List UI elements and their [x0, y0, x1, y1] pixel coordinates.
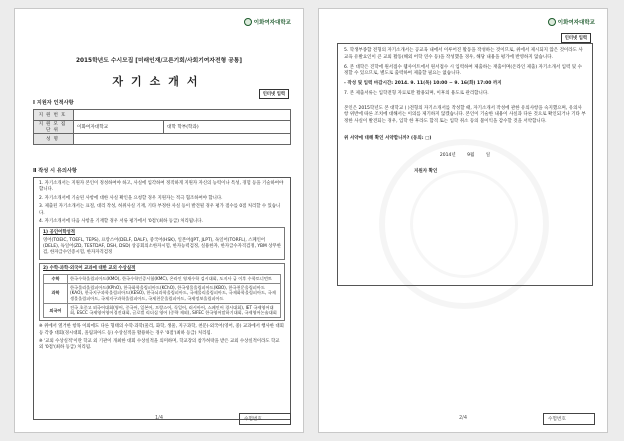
logo-text: 이화여자대학교: [253, 20, 291, 26]
note-item: 4. 자기소개서에 다음 사항을 기재할 경우 서류 평가에서 '0점'(최하 등급) 처리됩니다.: [39, 218, 203, 224]
applicant-number-label: 수험번호: [244, 417, 262, 422]
logo-text: 이화여자대학교: [557, 20, 595, 26]
table-cell-label: 지원번호: [34, 110, 74, 121]
notes-box: [33, 177, 291, 420]
table-row: [34, 134, 291, 145]
page-number: 1/4: [154, 415, 164, 421]
date-line: 2014년 9월 일: [439, 152, 491, 158]
subject-label: 과학: [44, 283, 68, 303]
note-item: - 작성 및 입력 마감시간: 2014. 9. 11(목) 10:00 ~ 9. 16(화) 17:00 까지: [344, 81, 502, 86]
table-row: [34, 121, 291, 134]
university-logo: [244, 18, 291, 26]
table-row: [44, 275, 281, 284]
language-tests-box: [39, 227, 285, 260]
university-logo: [548, 18, 595, 26]
document-page-1: [14, 8, 304, 433]
footer-note: ※ 위에서 열거한 항목 이외에도 다른 형태의 수학·과학(물리, 화학, 생물, 지구과학, 천문)·외국어(영어, 중) 교과에서 행사한 대회 등 각종 대회(경시대회, 올림피아드 등) 수상실적을 활용하는 경우 '0점'(최하 등급) 처리됨.: [39, 324, 284, 336]
unit-field[interactable]: 이화여자대학교: [74, 121, 164, 134]
applicant-number-field[interactable]: [74, 110, 291, 121]
internet-input-badge: 인터넷 입력: [259, 89, 289, 99]
notes-continued-box: [337, 43, 593, 286]
awards-title: 2) 수학·과학·외국어 교과에 대한 교외 수상실적: [43, 265, 136, 271]
awards-table: [43, 274, 281, 318]
applicant-number-box[interactable]: [239, 413, 291, 425]
applicant-info-table: [33, 109, 291, 145]
applicant-number-box[interactable]: [543, 413, 595, 425]
note-item: 3. 제출된 자기소개서는 표절, 대리 작성, 허위사실 기재, 기타 부정한 사실 등이 발견될 경우 평가 점수를 0점 처리할 수 있습니다.: [39, 204, 281, 216]
note-item: 5. 학생부종합 전형의 자기소개서는 공교육 내에서 이루어진 활동을 작성하는 것이므로, 위에서 제시되지 않은 것이라도 사교육 유발요인이 큰 교외 활동(해외 어학 연수 등)을 작성했을 경우, 해당 내용을 평가에 반영하지 않습니다.: [344, 48, 583, 60]
subject-text: 한국수학올림피아드(KMO), 한국수학인증시험(KMC), 온라인 영재수학 검시대회, 도지사 급 이후 수학토너먼트: [68, 275, 281, 284]
agreement-text: 본인은 2015학년도 본 대학교 ( )전형의 자기소개서를 작성할 때, 자기소개서 작성에 관한 유의사항을 숙지했으며, 유의사항 위반에 따른 조치에 대해서는 이의를 제기하지 않겠습니다. 본인이 기술한 내용이 사실과 다른 것으로 확인되거나 기타 부정한 사실이 발견되는 경우, 입학 한 후라도 합격 또는 입학 취소 등의 불이익을 감수할 것을 서약합니다.: [344, 105, 586, 124]
page-title: 자기소개서: [112, 75, 206, 88]
note-item: 7. 본 제출서류는 입학전형 자료로만 활용되며, 이후의 용도로 관리합니다.: [344, 90, 489, 96]
document-subtitle: 2015학년도 수시모집 [미래인재/고른기회/사회기여자전형 공통]: [75, 58, 243, 64]
applicant-signature-label: 지원자 확인: [414, 169, 438, 175]
section-applicant-info-title: Ⅰ 지원자 인적사항: [33, 100, 74, 106]
table-row: [34, 110, 291, 121]
section-notes-title: Ⅱ 작성 시 유의사항: [33, 168, 77, 174]
note-item: 2. 자기소개서에 기술된 사항에 대한 사실 확인을 요청할 경우 지원자는 적극 협조하여야 합니다.: [39, 195, 223, 201]
document-page-2: [318, 8, 608, 433]
language-tests-text: 영어(TOEIC, TOEFL, TEPS), 프랑스어(DELF, DALF), 중국어(HSK), 일본어(JPT, JLPT), 독일어(TORFL), 스페인어(DELE), 독일어(ZD, TESTDAF, DSH, DSD) 상공회의소한자시험, 한자능력검정, 실용한자, 한자급수자격검정, YBM 상무한검, 한자급수인증시험, 한자자격검정: [43, 237, 281, 256]
emblem-icon: [244, 18, 252, 26]
applicant-number-label: 수험번호: [548, 417, 566, 422]
emblem-icon: [548, 18, 556, 26]
subject-text: 전국 초중고 외국어대회(영어, 중국어, 일본어, 프랑스어, 독일어, 러시아어, 스페인어 경시대회), IET 국제영어대회, ESCC 국제영어영어경진대회, 글로벌 리더십 영어 (중략 제외), SIFEC 한국영어말하기대회, 국제영어논술대회: [68, 303, 281, 317]
note-item: 6. 본 대학은 진학에 원서접수 웹사이트에서 원서접수 시 입력하여 제출하는 재출이며(온라인 제출) 자기소개서 입력 및 수정할 수 있으므로, 별도로 출력하여 제출할 필요는 없습니다.: [344, 64, 582, 77]
subject-text: 한국물리올림피아드(KPhO), 한국화학올림피아드(KChO), 한국생물올림피아드(KBO), 한국천문올림피아드(KAO), 한국지구과학올림피아드(KESO), 한국뇌과학올림피아드, 국제물리올림피아드, 국제화학올림피아드, 국제생물올림피아드, 국제지구과학올림피아드, 국제천문올림피아드, 국제정보올림피아드: [68, 283, 281, 303]
table-cell-label: 지원모집단위: [34, 121, 74, 134]
table-row: [44, 303, 281, 317]
subject-label: 수학: [44, 275, 68, 284]
footer-note: ※ '교외 수상실적'이란 학교 외 기관이 개최한 대회 수상실적을 의미하며, 학교장의 참가허락을 받은 교외 수상실적이라도 학교 외 '0점'(최하 등급) 처리됨.: [39, 338, 280, 351]
language-tests-title: 1) 공인어학성적: [43, 230, 76, 236]
internet-input-badge: 인터넷 입력: [561, 33, 591, 43]
table-cell-label: 성명: [34, 134, 74, 145]
subject-label: 외국어: [44, 303, 68, 317]
department-field[interactable]: 대학 학부(학과): [164, 121, 291, 134]
pledge-question[interactable]: 위 서약에 대해 확인 서약합니까? (동의: □): [344, 135, 432, 141]
page-number: 2/4: [458, 415, 468, 421]
awards-box: [39, 263, 285, 321]
note-item: 1. 자기소개서는 지원자 본인이 정성하여야 하고, 사실에 입각하여 정직하게 지원자 자신의 능력이나 특성, 경험 등을 기술하여야 합니다.: [39, 181, 284, 193]
table-row: [44, 283, 281, 303]
name-field[interactable]: [74, 134, 291, 145]
